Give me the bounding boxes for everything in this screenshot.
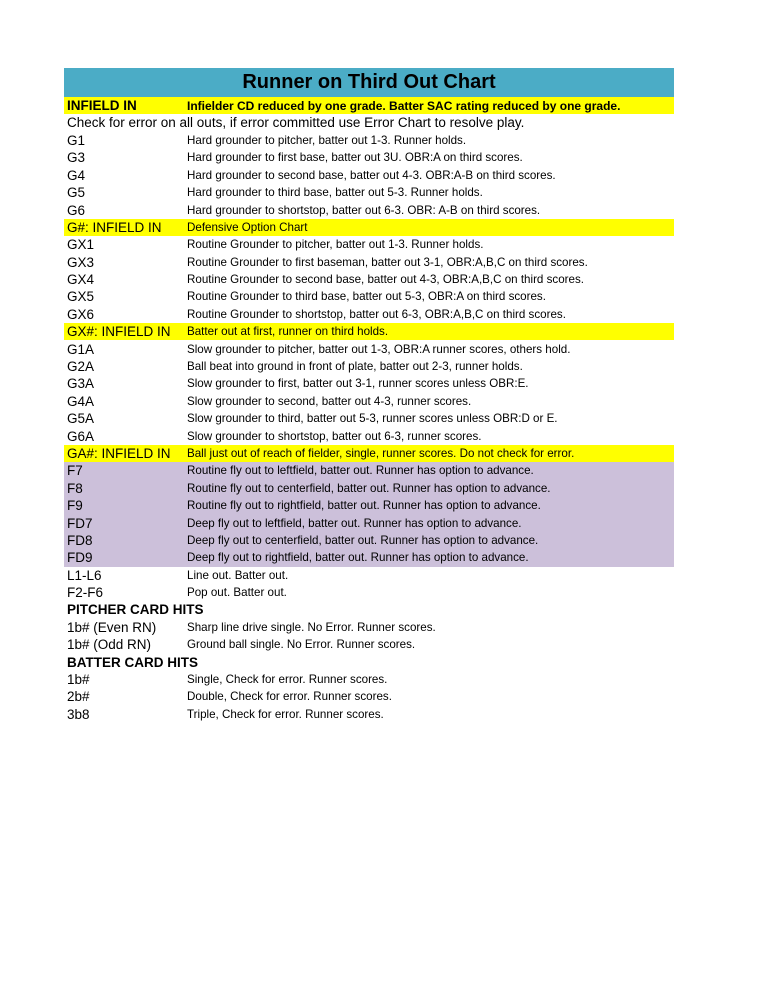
row-description: Routine Grounder to third base, batter out 5-3, OBR:A on third scores. xyxy=(187,290,546,304)
row-description: Defensive Option Chart xyxy=(187,220,308,234)
row-description: Ball beat into ground in front of plate, batter out 2-3, runner holds. xyxy=(187,360,523,374)
row-code: FD7 xyxy=(67,515,93,531)
batter-hit-row xyxy=(64,688,674,705)
row-description: Infielder CD reduced by one grade. Batter SAC rating reduced by one grade. xyxy=(187,98,621,113)
result-row xyxy=(64,584,674,601)
row-code: GX6 xyxy=(67,306,95,322)
result-row xyxy=(64,480,674,497)
pitcher-hit-row xyxy=(64,619,674,636)
row-description: Hard grounder to third base, batter out 5-3. Runner holds. xyxy=(187,186,483,200)
row-code: 1b# (Odd RN) xyxy=(67,637,152,653)
section-heading: PITCHER CARD HITS xyxy=(67,602,204,618)
chart-sheet xyxy=(64,68,674,723)
pitcher-card-hits-section xyxy=(64,601,674,653)
result-row xyxy=(64,254,674,271)
error-check-note: Check for error on all outs, if error committed use Error Chart to resolve play. xyxy=(67,115,525,131)
result-row xyxy=(64,167,674,184)
row-description: Triple, Check for error. Runner scores. xyxy=(187,707,384,721)
result-row xyxy=(64,514,674,531)
result-groups xyxy=(64,132,674,602)
row-code: GX#: INFIELD IN xyxy=(67,324,171,340)
row-description: Routine fly out to rightfield, batter out. Runner has option to advance. xyxy=(187,499,541,513)
result-row xyxy=(64,549,674,566)
result-row xyxy=(64,201,674,218)
result-row xyxy=(64,184,674,201)
row-description: Single, Check for error. Runner scores. xyxy=(187,673,388,687)
row-description: Ball just out of reach of fielder, single, runner scores. Do not check for error. xyxy=(187,447,575,460)
row-description: Hard grounder to pitcher, batter out 1-3. Runner holds. xyxy=(187,133,467,147)
row-code: F7 xyxy=(67,463,83,479)
row-code: G6A xyxy=(67,428,95,444)
row-code: G3A xyxy=(67,376,95,392)
row-code: G3 xyxy=(67,150,86,166)
row-code: G2A xyxy=(67,359,95,375)
row-description: Deep fly out to rightfield, batter out. Runner has option to advance. xyxy=(187,551,529,565)
row-code: G4A xyxy=(67,393,95,409)
row-description: Routine fly out to leftfield, batter out. Runner has option to advance. xyxy=(187,464,534,478)
result-row xyxy=(64,271,674,288)
row-code: F9 xyxy=(67,498,83,514)
row-description: Line out. Batter out. xyxy=(187,568,289,582)
batter-hit-row xyxy=(64,671,674,688)
row-code: G4 xyxy=(67,167,86,183)
result-row xyxy=(64,375,674,392)
row-description: Routine Grounder to shortstop, batter out 6-3, OBR:A,B,C on third scores. xyxy=(187,307,566,321)
result-row xyxy=(64,427,674,444)
row-description: Slow grounder to shortstop, batter out 6-3, runner scores. xyxy=(187,429,482,443)
result-row xyxy=(64,410,674,427)
result-row xyxy=(64,132,674,149)
result-row xyxy=(64,236,674,253)
row-code: L1-L6 xyxy=(67,567,102,583)
batter-hit-row xyxy=(64,706,674,723)
row-description: Hard grounder to second base, batter out 4-3. OBR:A-B on third scores. xyxy=(187,168,556,182)
row-code: GX1 xyxy=(67,237,95,253)
row-description: Hard grounder to first base, batter out 3U. OBR:A on third scores. xyxy=(187,151,523,165)
result-row xyxy=(64,358,674,375)
row-description: Batter out at first, runner on third holds. xyxy=(187,325,389,339)
infield-in-option-row xyxy=(64,219,674,236)
row-description: Slow grounder to second, batter out 4-3, runner scores. xyxy=(187,394,472,408)
row-code: G5 xyxy=(67,185,86,201)
row-code: GA#: INFIELD IN xyxy=(67,446,171,461)
section-heading: BATTER CARD HITS xyxy=(67,654,198,670)
result-row xyxy=(64,497,674,514)
row-description: Routine Grounder to first baseman, batter out 3-1, OBR:A,B,C on third scores. xyxy=(187,255,588,269)
row-code: G5A xyxy=(67,411,95,427)
result-row xyxy=(64,532,674,549)
row-description: Routine fly out to centerfield, batter out. Runner has option to advance. xyxy=(187,481,551,495)
row-code: G1 xyxy=(67,132,86,148)
row-code: FD8 xyxy=(67,532,93,548)
result-row xyxy=(64,340,674,357)
row-description: Slow grounder to third, batter out 5-3, runner scores unless OBR:D or E. xyxy=(187,412,558,426)
row-description: Slow grounder to pitcher, batter out 1-3, OBR:A runner scores, others hold. xyxy=(187,342,571,356)
row-description: Ground ball single. No Error. Runner scores. xyxy=(187,638,416,652)
result-row xyxy=(64,567,674,584)
result-row xyxy=(64,393,674,410)
row-description: Deep fly out to centerfield, batter out. Runner has option to advance. xyxy=(187,533,539,547)
result-row xyxy=(64,288,674,305)
row-description: Routine Grounder to pitcher, batter out 1-3. Runner holds. xyxy=(187,238,484,252)
batter-card-hits-section xyxy=(64,654,674,724)
row-code: GX5 xyxy=(67,289,95,305)
chart-title: Runner on Third Out Chart xyxy=(64,68,674,97)
row-description: Slow grounder to first, batter out 3-1, runner scores unless OBR:E. xyxy=(187,377,529,391)
row-code: 1b# xyxy=(67,672,90,688)
infield-in-option-row xyxy=(64,445,674,462)
row-code: F8 xyxy=(67,480,83,496)
row-description: Sharp line drive single. No Error. Runner scores. xyxy=(187,620,436,634)
row-description: Routine Grounder to second base, batter out 4-3, OBR:A,B,C on third scores. xyxy=(187,273,584,287)
row-code: 3b8 xyxy=(67,706,90,722)
result-row xyxy=(64,149,674,166)
infield-in-header-row xyxy=(64,97,674,114)
result-row xyxy=(64,306,674,323)
row-code: G1A xyxy=(67,341,95,357)
row-code: G6 xyxy=(67,202,86,218)
row-code: 2b# xyxy=(67,689,90,705)
row-code: GX3 xyxy=(67,254,95,270)
row-description: Deep fly out to leftfield, batter out. Runner has option to advance. xyxy=(187,516,522,530)
pitcher-hit-row xyxy=(64,636,674,653)
row-code: INFIELD IN xyxy=(67,98,137,114)
result-row xyxy=(64,462,674,479)
row-code: 1b# (Even RN) xyxy=(67,619,157,635)
row-code: G#: INFIELD IN xyxy=(67,219,162,235)
row-code: GX4 xyxy=(67,272,95,288)
row-description: Hard grounder to shortstop, batter out 6-3. OBR: A-B on third scores. xyxy=(187,203,541,217)
row-description: Pop out. Batter out. xyxy=(187,586,287,600)
infield-in-option-row xyxy=(64,323,674,340)
row-code: F2-F6 xyxy=(67,585,104,601)
row-description: Double, Check for error. Runner scores. xyxy=(187,690,392,704)
row-code: FD9 xyxy=(67,550,93,566)
